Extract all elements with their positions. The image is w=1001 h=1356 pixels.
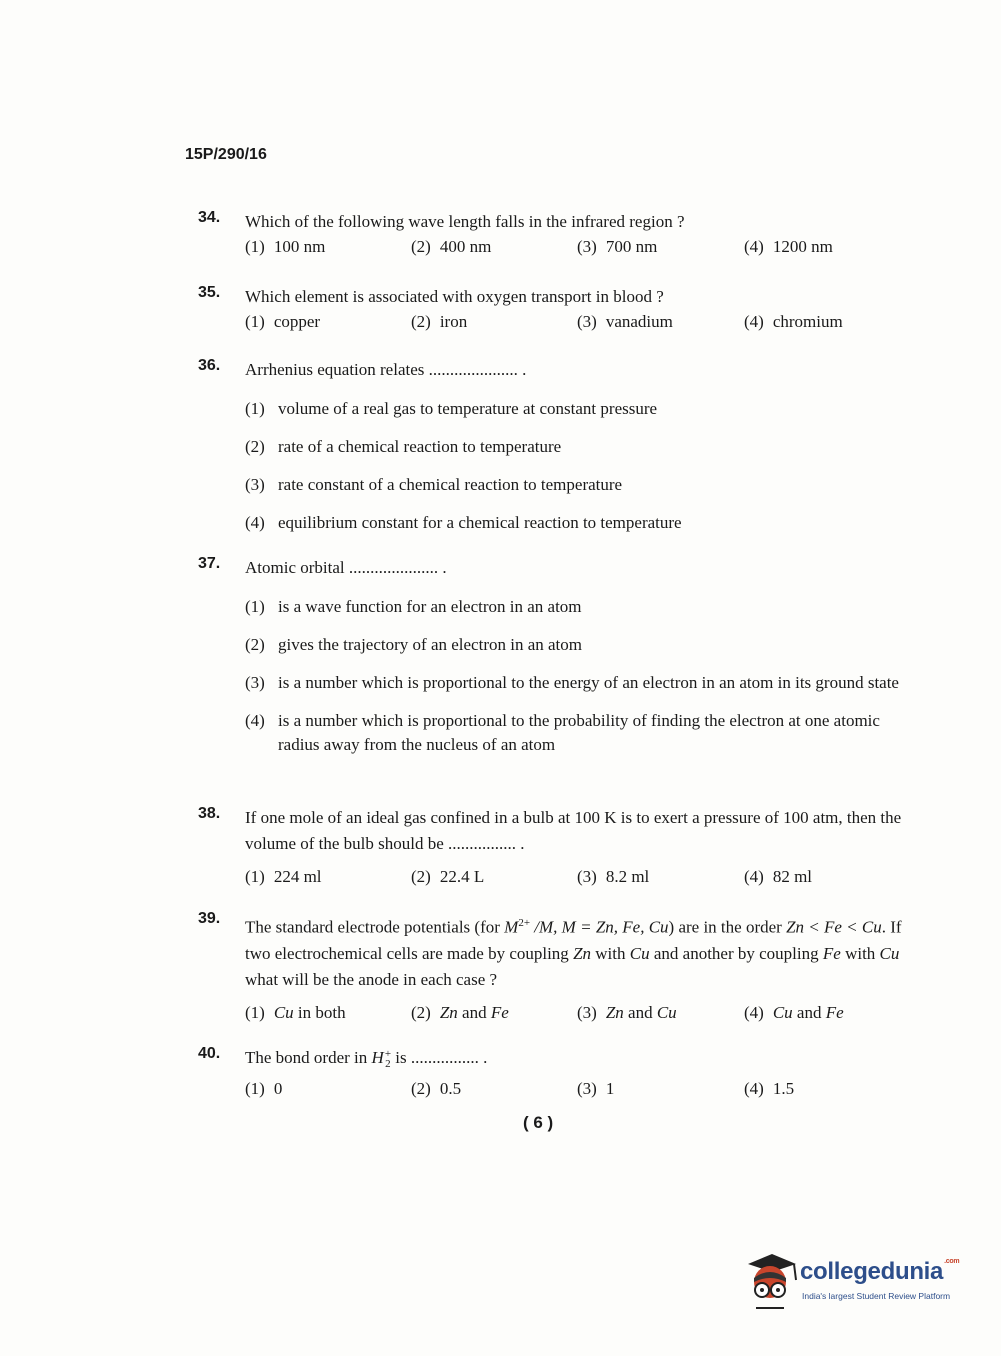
mascot-icon: [742, 1250, 798, 1310]
option-4: (4) 82 ml: [744, 867, 813, 886]
option-1: (1) 0: [245, 1079, 283, 1098]
option-3: (3) Zn and Cu: [577, 1002, 677, 1022]
option-2: (2) Zn and Fe: [411, 1002, 509, 1022]
option-4: (4) equilibrium constant for a chemical reaction to temperature: [245, 513, 682, 532]
question-number: 35.: [198, 284, 221, 301]
question-text: The bond order in H + 2 is ................ .: [245, 1048, 488, 1071]
question-number: 39.: [198, 910, 221, 927]
question-number: 36.: [198, 357, 221, 374]
question-text: If one mole of an ideal gas confined in a bulb at 100 K is to exert a pressure of 100 atm, then the volume of the bulb should be ................ .: [245, 808, 902, 853]
options-row: [245, 235, 908, 263]
question-40: [198, 1045, 908, 1105]
question-text: Which of the following wave length falls in the infrared region ?: [245, 212, 685, 231]
option-2: (2) iron: [411, 312, 468, 331]
option-3: (3) 700 nm: [577, 237, 658, 256]
logo-tagline: India's largest Student Review Platform: [802, 1291, 951, 1301]
option-4: (4) Cu and Fe: [744, 1002, 844, 1022]
question-number: 38.: [198, 805, 221, 822]
option-4: (4) 1200 nm: [744, 237, 833, 256]
option-1: (1) 224 ml: [245, 867, 322, 886]
option-1: (1) is a wave function for an electron in an atom: [245, 597, 582, 616]
collegedunia-logo: [742, 1250, 972, 1314]
option-4: (4) is a number which is proportional to the probability of finding the electron at one atomic radius away from the nucleus of an atom: [245, 711, 880, 754]
question-35: [198, 284, 908, 338]
question-39: [198, 910, 908, 1029]
option-2: (2) rate of a chemical reaction to temperature: [245, 437, 562, 456]
logo-wordmark: collegedunia$^{.com}$: [800, 1258, 960, 1285]
option-2: (2) 400 nm: [411, 237, 492, 256]
options-row: [245, 1077, 908, 1105]
options-list: [245, 595, 908, 757]
option-1: (1) volume of a real gas to temperature at constant pressure: [245, 399, 658, 418]
option-3: (3) rate constant of a chemical reaction to temperature: [245, 475, 623, 494]
question-text: Atomic orbital ..................... .: [245, 558, 447, 577]
options-list: [245, 397, 908, 535]
option-3: (3) is a number which is proportional to the energy of an electron in an atom in its ground state: [245, 673, 899, 692]
option-3: (3) 8.2 ml: [577, 867, 650, 886]
option-4: (4) chromium: [744, 312, 843, 331]
option-2: (2) gives the trajectory of an electron in an atom: [245, 635, 582, 654]
question-36: [198, 357, 908, 535]
question-38: [198, 805, 908, 893]
question-number: 40.: [198, 1045, 221, 1062]
option-2: (2) 0.5: [411, 1079, 462, 1098]
question-text: Which element is associated with oxygen transport in blood ?: [245, 287, 664, 306]
question-number: 37.: [198, 555, 221, 572]
question-number: 34.: [198, 209, 221, 226]
question-37: [198, 555, 908, 757]
option-1: (1) copper: [245, 312, 321, 331]
options-row: [245, 865, 908, 893]
question-text: The standard electrode potentials (for $M^{2+}$ /M, M = Zn, Fe, Cu) are in the order Zn < Fe < Cu. If two electrochemical cells are made by coupling Zn with Cu and another by coupling Fe with Cu what will be the anode in each case ?: [245, 917, 902, 989]
option-2: (2) 22.4 L: [411, 867, 485, 886]
page-number: ( 6 ): [523, 1113, 554, 1132]
options-row: [245, 310, 908, 338]
exam-code: 15P/290/16: [185, 146, 267, 163]
question-text: Arrhenius equation relates ..................... .: [245, 360, 527, 379]
option-3: (3) 1: [577, 1079, 615, 1098]
option-3: (3) vanadium: [577, 312, 673, 331]
option-4: (4) 1.5: [744, 1079, 795, 1098]
question-34: [198, 209, 908, 263]
options-row: [245, 1001, 908, 1029]
option-1: (1) Cu in both: [245, 1002, 346, 1022]
option-1: (1) 100 nm: [245, 237, 326, 256]
